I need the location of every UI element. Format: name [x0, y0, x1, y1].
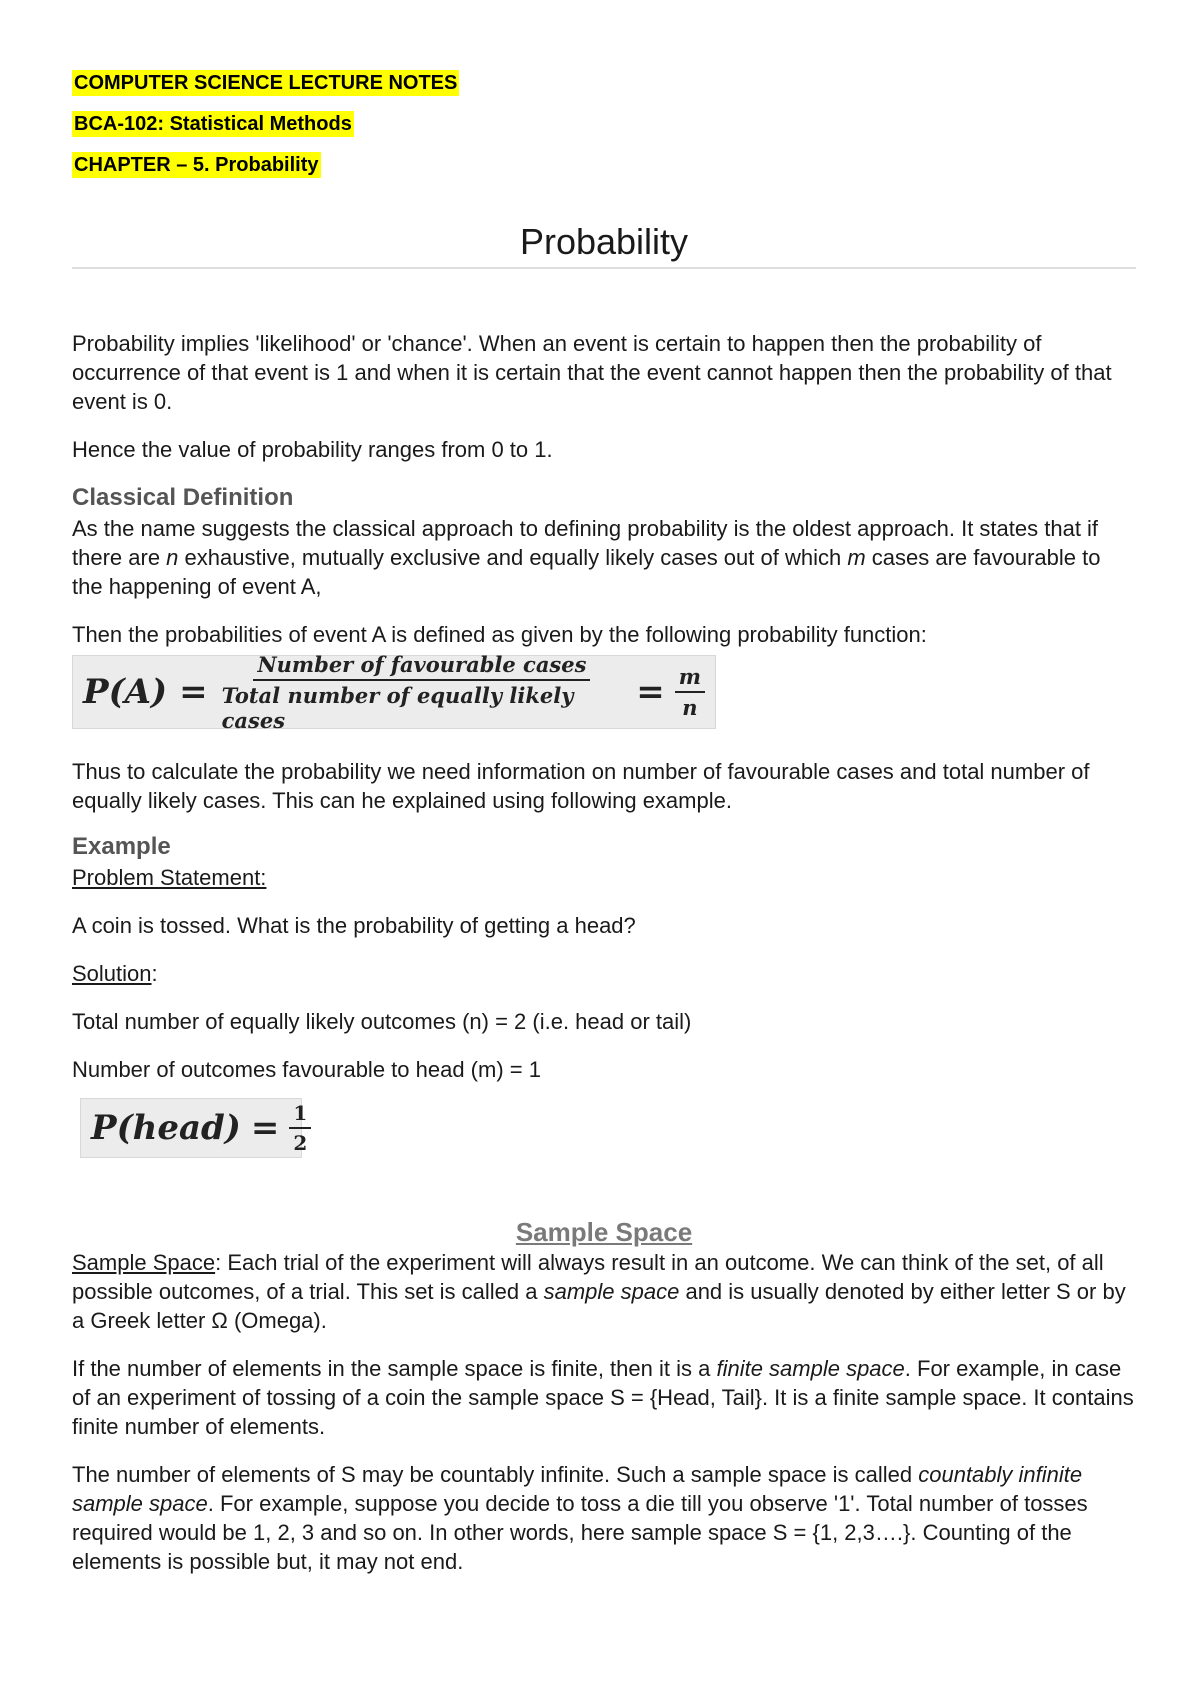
intro-range-paragraph: Hence the value of probability ranges from 0 to 1. [72, 437, 553, 462]
head-formula-lhs: P(head) [91, 1108, 241, 1148]
formula-fraction [218, 652, 627, 733]
header-chapter: CHAPTER – 5. Probability [74, 154, 319, 176]
head-formula-numerator: 1 [289, 1101, 311, 1129]
formula-denominator: Total number of equally likely cases [221, 682, 574, 733]
problem-statement: A coin is tossed. What is the probability of getting a head? [72, 913, 636, 938]
finite-sample-space-paragraph: If the number of elements in the sample space is finite, then it is a finite sample space. For example, in case of an experiment of tossing of a coin the sample space S = {Head, Tail}. It is a finite sample space. It contains finite number of elements. [72, 1356, 1134, 1439]
countably-infinite-paragraph: The number of elements of S may be countably infinite. Such a sample space is called countably infinite sample space. For example, suppose you decide to toss a die till you observe '1'. Total number of tosses required would be 1, 2, 3 and so on. In other words, here sample space S = {1, 2,3….}. Counting of the elements is possible but, it may not end. [72, 1462, 1088, 1574]
document-page [72, 70, 1136, 1576]
probability-function-intro: Then the probabilities of event A is defined as given by the following probability function: [72, 622, 927, 647]
head-formula-equals: = [250, 1108, 280, 1148]
head-probability-formula [80, 1098, 308, 1158]
solution-label: Solution: [72, 961, 158, 986]
sample-space-heading: Sample Space [515, 1217, 693, 1247]
formula-m-over-n [675, 664, 705, 720]
probability-formula [72, 651, 716, 733]
classical-definition-paragraph: As the name suggests the classical approach to defining probability is the oldest approach. It states that if there are n exhaustive, mutually exclusive and equally likely cases out of which m cases are favourable to the happening of event A, [72, 516, 1101, 599]
head-formula-denominator: 2 [293, 1131, 308, 1155]
formula-equals: = [179, 672, 208, 712]
calculation-paragraph: Thus to calculate the probability we need information on number of favourable cases and total number of equally likely cases. This can he explained using following example. [72, 759, 1090, 813]
classical-definition-heading: Classical Definition [72, 484, 294, 511]
page-title: Probability [72, 221, 1136, 269]
header-course-notes: COMPUTER SCIENCE LECTURE NOTES [74, 72, 458, 94]
head-formula-fraction [289, 1101, 311, 1155]
solution-line-1: Total number of equally likely outcomes (n) = 2 (i.e. head or tail) [72, 1009, 692, 1034]
header-course-code: BCA-102: Statistical Methods [74, 113, 352, 135]
formula-m: m [675, 664, 705, 693]
formula-n: n [682, 695, 698, 720]
formula-lhs: P(A) [83, 672, 168, 712]
intro-paragraph: Probability implies 'likelihood' or 'chance'. When an event is certain to happen then the probability of occurrence of that event is 1 and when it is certain that the event cannot happen then the probability of that event is 0. [72, 331, 1112, 414]
formula-numerator: Number of favourable cases [253, 652, 590, 681]
sample-space-definition: Sample Space: Each trial of the experiment will always result in an outcome. We can think of the set, of all possible outcomes, of a trial. This set is called a sample space and is usually denoted by either letter S or by a Greek letter Ω (Omega). [72, 1250, 1126, 1333]
formula-equals-2: = [636, 672, 665, 712]
problem-statement-label: Problem Statement: [72, 865, 267, 890]
solution-line-2: Number of outcomes favourable to head (m) = 1 [72, 1057, 541, 1082]
example-heading: Example [72, 833, 171, 860]
